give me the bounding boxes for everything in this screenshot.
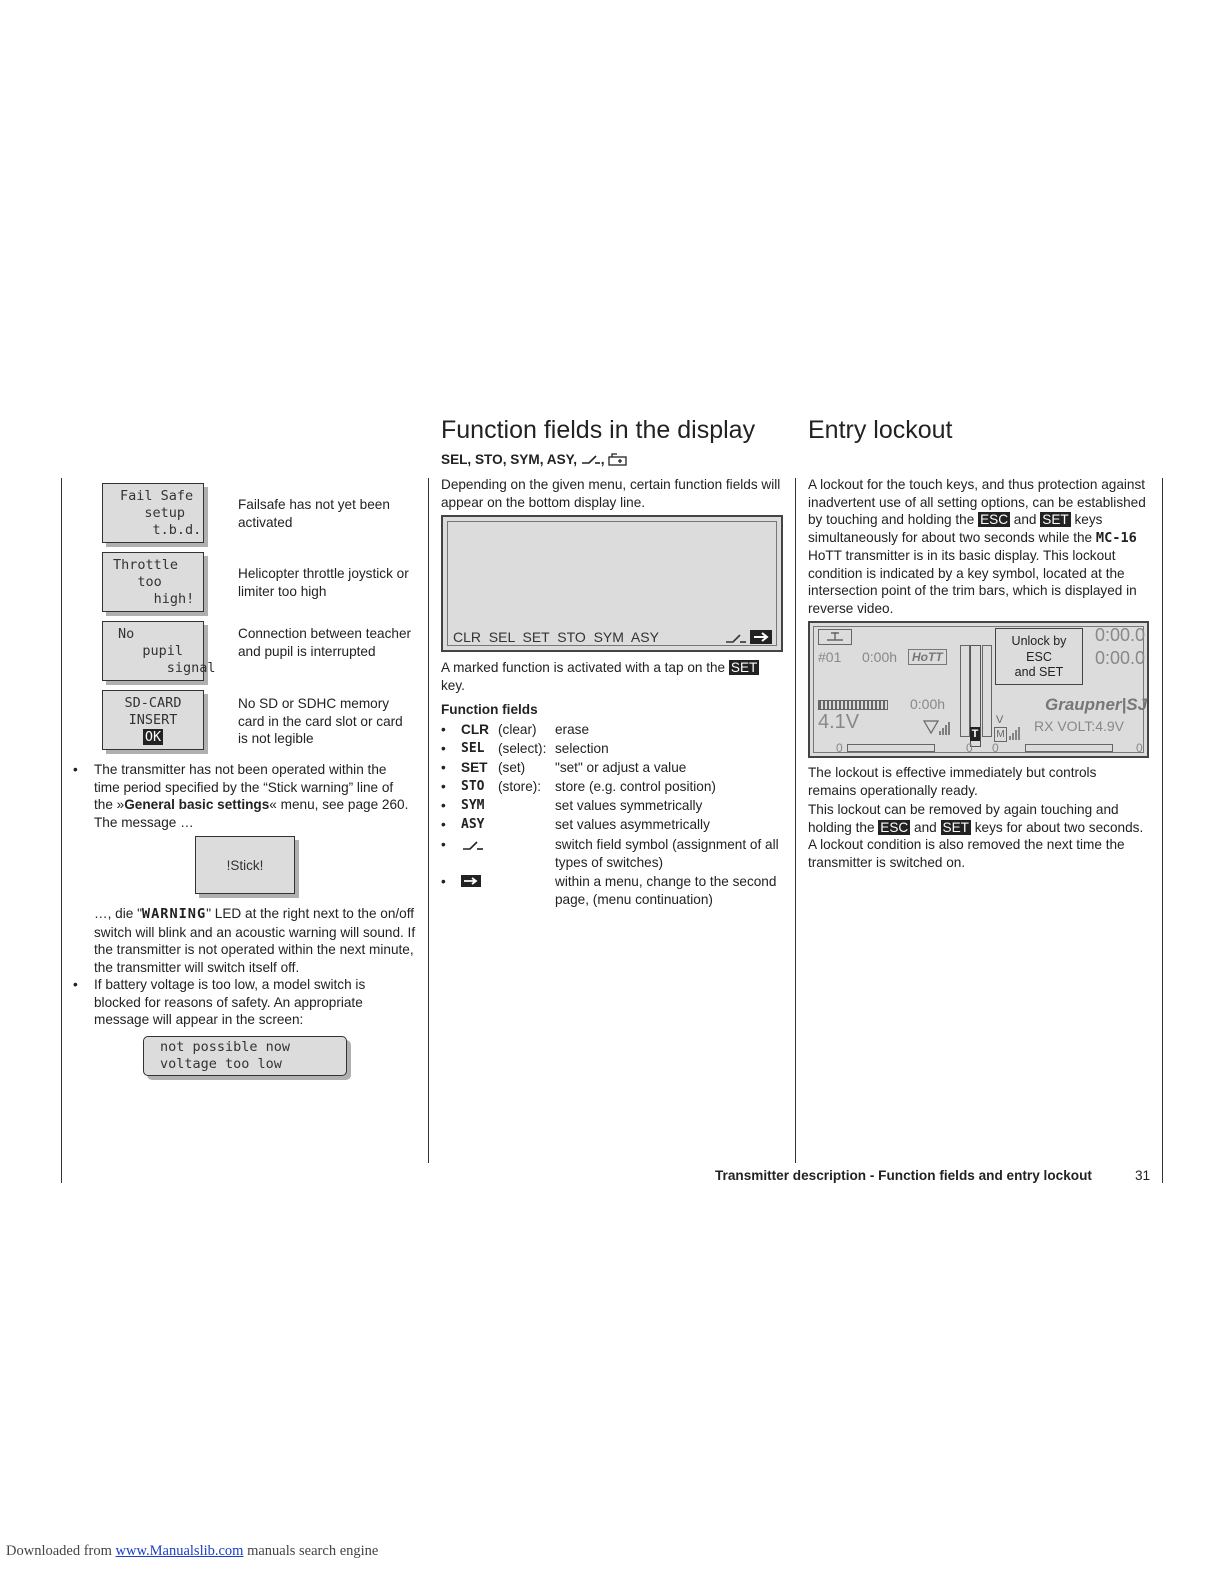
marked-function-text: A marked function is activated with a tap on the	[441, 660, 726, 675]
stick-message-text: !Stick!	[226, 858, 264, 873]
field-code: CLR	[461, 722, 489, 737]
v-indicator: V	[996, 714, 1004, 726]
low-voltage-paragraph: If battery voltage is too low, a model switch is blocked for reasons of safety. An appropriate message will appear in the screen:	[94, 977, 366, 1027]
message-line: setup	[120, 505, 186, 521]
lockout-intro-paragraph	[808, 476, 1153, 617]
field-name: (select):	[498, 741, 547, 756]
unlock-line: Unlock by	[1011, 634, 1067, 648]
display-function-bar: CLR SEL SET STO SYM ASY	[453, 629, 659, 645]
field-code: SYM	[461, 798, 485, 813]
m-indicator: M	[994, 727, 1007, 742]
download-text-end: manuals search engine	[247, 1543, 379, 1559]
esc-key-badge: ESC	[880, 819, 909, 835]
switch-symbol-icon	[581, 453, 601, 465]
trim-zero-label: 0	[966, 741, 973, 755]
trim-bar-left	[960, 645, 970, 737]
field-name: (store):	[498, 779, 542, 794]
lockout-intro-text-2: keys simultaneously for about two seconds while the	[808, 512, 1103, 545]
operating-time: 0:00h	[910, 696, 946, 712]
page-footer-title: Transmitter description - Function fields and entry lockout	[715, 1168, 1092, 1183]
field-description: within a menu, change to the second page, (menu continuation)	[555, 874, 777, 907]
unlock-line: ESC	[1026, 649, 1052, 664]
lockout-intro-text-3: HoTT transmitter is in its basic display. This lockout condition is indicated by a key symbol, located at the intersection point of the trim bars, which is displayed in reverse video.	[808, 548, 1137, 616]
battery-gauge	[818, 700, 888, 710]
removal-text: This lockout can be removed by again touching and holding the	[808, 802, 1119, 835]
graupner-logo: Graupner|SJ	[1045, 695, 1148, 714]
throttle-description: Helicopter throttle joystick or limiter too high	[238, 566, 409, 599]
field-description: set values symmetrically	[555, 798, 703, 813]
stick-warning-text-end: « menu, see page 260. The message …	[94, 797, 409, 830]
model-name-mc16: MC-16	[1095, 529, 1137, 546]
voltage-message-box	[143, 1036, 347, 1076]
warning-led-paragraph	[94, 905, 418, 976]
function-fields-intro: Depending on the given menu, certain function fields will appear on the bottom display line.	[441, 477, 781, 510]
bullet-marker: •	[441, 760, 446, 775]
message-line: signal	[118, 660, 216, 676]
and-text: and	[914, 819, 937, 835]
pupil-description: Connection between teacher and pupil is interrupted	[238, 626, 412, 659]
trim-zero-label: 0	[992, 741, 999, 755]
receiver-signal-icon	[922, 719, 952, 737]
field-code: SEL	[461, 741, 485, 756]
set-key-badge: SET	[1042, 512, 1069, 527]
battery-voltage: 4.1V	[818, 711, 860, 733]
message-line: INSERT	[128, 712, 178, 728]
model-time: 0:00h	[862, 649, 898, 665]
message-line: No	[118, 626, 135, 642]
message-line: high!	[113, 591, 195, 607]
field-description: erase	[555, 722, 590, 737]
esc-key-badge: ESC	[980, 512, 1009, 527]
lockout-intro-text: A lockout for the touch keys, and thus protection against inadvertent use of all setting options, can be established by touching and holding the	[808, 477, 1146, 527]
switch-symbol-icon	[461, 839, 485, 851]
function-fields-subtitle: SEL, STO, SYM, ASY, ,	[441, 452, 628, 467]
failsafe-message-box	[102, 483, 204, 543]
hott-logo: HoTT	[908, 649, 947, 665]
warning-display-word: WARNING	[141, 906, 207, 922]
column-rule-left	[61, 478, 62, 1183]
column-rule-1	[428, 478, 429, 1163]
field-name: (set)	[498, 760, 526, 775]
entry-lockout-title: Entry lockout	[808, 416, 953, 444]
field-code: SET	[461, 760, 488, 775]
field-description: selection	[555, 741, 609, 756]
model-number: #01	[818, 649, 842, 665]
marked-function-text-end: key.	[441, 677, 465, 693]
stopwatch-timer: 0:00.0	[1095, 625, 1146, 645]
display-inner-frame	[447, 521, 777, 646]
general-settings-menu-name: General basic settings	[124, 797, 270, 812]
function-fields-title: Function fields in the display	[441, 416, 756, 444]
bullet-marker: •	[441, 817, 446, 832]
field-name: (clear)	[498, 722, 537, 737]
download-attribution	[6, 1543, 378, 1560]
bullet-marker: •	[441, 837, 446, 852]
warning-led-text-end: " LED at the right next to the on/off switch will blink and an acoustic warning will sound. If the transmitter is not operated within the next minute, the transmitter will switch itself off.	[94, 906, 416, 975]
trim-zero-label: 0	[836, 741, 843, 755]
ok-badge: OK	[144, 729, 162, 745]
set-key-badge: SET	[730, 660, 758, 675]
lockout-removal-paragraph	[808, 801, 1153, 871]
stick-warning-text: The transmitter has not been operated within the time period specified by the “Stick warning” line of the »	[94, 762, 394, 812]
display-switch-icon	[724, 632, 748, 644]
bullet-marker: •	[441, 741, 446, 756]
trim-bar-right	[982, 645, 992, 737]
bullet-marker: •	[441, 798, 446, 813]
sdcard-description: No SD or SDHC memory card in the card slot or card is not legible	[238, 696, 403, 746]
removal-text-end: keys for about two seconds. A lockout condition is also removed the next time the transmitter is switched on.	[808, 819, 1144, 870]
model-type-icon	[818, 629, 852, 645]
key-lock-icon	[608, 453, 628, 466]
function-field-next-page	[441, 873, 791, 909]
next-page-arrow-icon	[461, 875, 481, 887]
unlock-message-box	[995, 628, 1083, 685]
failsafe-description: Failsafe has not yet been activated	[238, 497, 390, 530]
function-fields-heading: Function fields	[441, 702, 538, 717]
bullet-marker: •	[441, 722, 446, 737]
message-line: t.b.d.	[120, 522, 202, 538]
bullet-marker: •	[441, 779, 446, 794]
field-description: switch field symbol (assignment of all types of switches)	[555, 837, 779, 870]
message-line: voltage too low	[160, 1056, 282, 1072]
trim-bar-bottom-right	[1025, 744, 1113, 752]
message-line: not possible now	[160, 1039, 291, 1055]
rx-voltage: RX VOLT:4.9V	[1034, 718, 1125, 734]
bullet-marker: •	[73, 977, 78, 992]
message-line: too	[113, 574, 162, 590]
function-field-switch	[441, 836, 791, 872]
column-rule-2	[795, 478, 796, 1163]
message-line: SD-CARD	[124, 695, 182, 711]
stick-warning-paragraph	[94, 761, 412, 831]
warning-led-text: …, die "	[94, 906, 142, 921]
download-text: Downloaded from	[6, 1543, 112, 1559]
stick-message-box	[195, 836, 295, 894]
bullet-marker: •	[441, 874, 446, 889]
field-description: "set" or adjust a value	[555, 760, 687, 775]
lock-key-symbol: T	[971, 728, 979, 740]
basic-display-screen	[808, 621, 1149, 758]
unlock-line: and SET	[1014, 665, 1064, 679]
bullet-marker: •	[73, 762, 78, 777]
display-bottom-line-screen	[441, 515, 783, 652]
and-text: and	[1013, 512, 1037, 527]
set-key-badge: SET	[942, 819, 969, 835]
marked-function-paragraph	[441, 659, 761, 694]
trim-zero-label: 0	[1136, 741, 1143, 755]
field-code: STO	[461, 779, 485, 794]
pupil-message-box	[102, 621, 216, 681]
throttle-message-box	[102, 552, 204, 612]
message-line: Throttle	[113, 557, 179, 573]
manualslib-link[interactable]: www.Manualslib.com	[115, 1543, 244, 1559]
field-code: ASY	[461, 817, 485, 832]
display-next-page-icon	[750, 630, 772, 644]
column-rule-right	[1162, 478, 1163, 1183]
message-line: Fail Safe	[120, 488, 194, 504]
sdcard-message-box	[102, 690, 204, 750]
page-number: 31	[1135, 1168, 1151, 1183]
message-line: pupil	[118, 643, 184, 659]
lockout-effect-paragraph: The lockout is effective immediately but controls remains operationally ready.	[808, 765, 1097, 798]
subtitle-text: SEL, STO, SYM, ASY,	[441, 452, 577, 467]
field-description: set values asymmetrically	[555, 817, 710, 832]
signal-bars-icon	[1008, 725, 1022, 741]
flight-timer: 0:00.0	[1095, 648, 1146, 668]
trim-bar-bottom-left	[847, 744, 935, 752]
field-description: store (e.g. control position)	[555, 779, 716, 794]
